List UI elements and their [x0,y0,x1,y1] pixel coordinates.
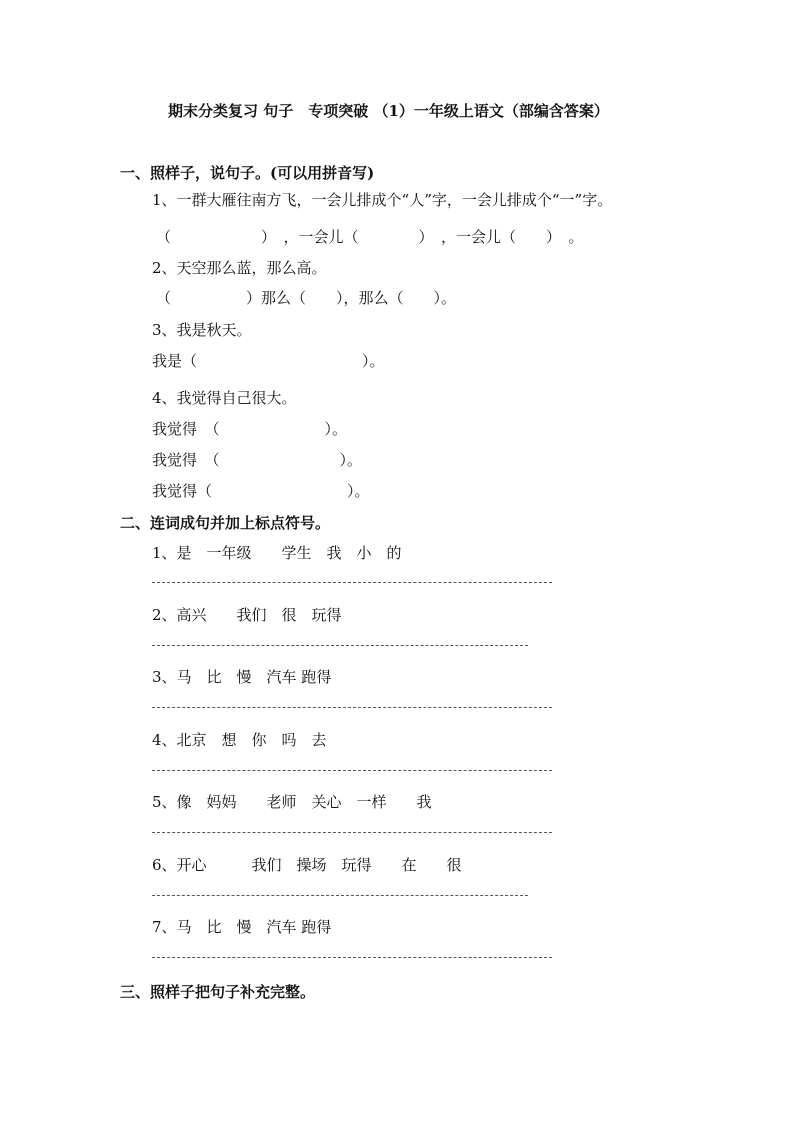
word-order-item-3: 3、马 比 慢 汽车 跑得 [152,668,332,686]
question-2-prompt: 2、天空那么蓝，那么高。 [152,259,327,277]
word-order-item-2: 2、高兴 我们 很 玩得 [152,606,342,624]
question-1-prompt: 1、一群大雁往南方飞，一会儿排成个“人”字，一会儿排成个“一”字。 [152,191,613,209]
section-2-heading: 二、连词成句并加上标点符号。 [120,514,331,532]
question-3-prompt: 3、我是秋天。 [152,321,252,339]
word-order-item-5: 5、像 妈妈 老师 关心 一样 我 [152,793,432,811]
question-4-prompt: 4、我觉得自己很大。 [152,389,297,407]
answer-line-3 [152,707,552,708]
question-4-answer-2: 我觉得 （ ）。 [152,451,363,469]
word-order-item-7: 7、马 比 慢 汽车 跑得 [152,918,332,936]
answer-line-2 [152,645,528,646]
question-3-answer: 我是（ ）。 [152,352,385,370]
word-order-item-1: 1、是 一年级 学生 我 小 的 [152,544,402,562]
answer-line-5 [152,832,552,833]
question-4-answer-3: 我觉得（ ）。 [152,482,370,500]
answer-line-4 [152,770,552,771]
question-2-answer: （ ）那么（ ），那么（ ）。 [156,289,457,307]
question-4-answer-1: 我觉得 （ ）。 [152,420,348,438]
section-1-heading: 一、照样子，说句子。(可以用拼音写) [120,164,375,182]
page-title: 期末分类复习 句子 专项突破 （1）一年级上语文（部编含答案） [168,102,609,120]
answer-line-7 [152,957,552,958]
question-1-answer: （ ） ，一会儿（ ） ，一会儿（ ） 。 [156,228,584,246]
section-3-heading: 三、照样子把句子补充完整。 [120,983,316,1001]
answer-line-1 [152,582,552,583]
word-order-item-4: 4、北京 想 你 吗 去 [152,731,327,749]
word-order-item-6: 6、开心 我们 操场 玩得 在 很 [152,856,462,874]
answer-line-6 [152,895,528,896]
